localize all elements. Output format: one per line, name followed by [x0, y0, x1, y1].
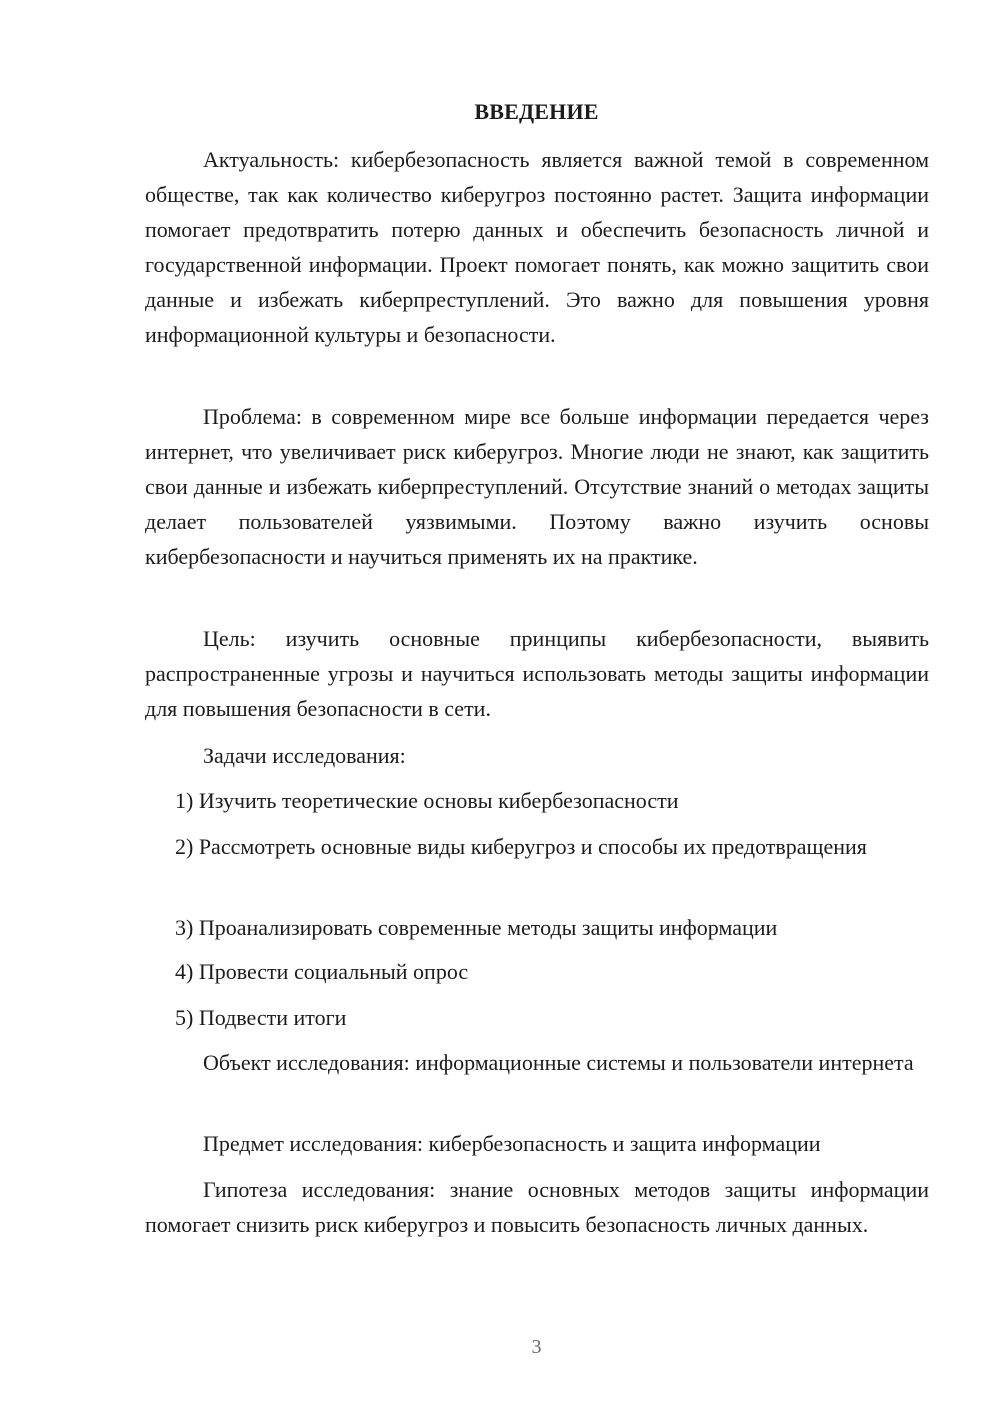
paragraph-subject: Предмет исследования: кибербезопасность и защита информации [203, 1131, 821, 1156]
list-item: 4) Провести социальный опрос [175, 959, 469, 984]
page-number: 3 [531, 1336, 542, 1358]
paragraph-problem: Проблема: в современном мире все больше информации передается через интернет, что увеличивает риск киберугроз. Многие люди не знают, как защитить свои данные и избежать киберпреступлений. Отсутствие знаний о методах защиты делает пользователей уязвимыми. Поэтому важно изучить основы кибербезопасности и научиться применять их на практике. [145, 404, 929, 569]
list-item: 2) Рассмотреть основные виды киберугроз и способы их предотвращения [175, 834, 867, 859]
paragraph-hypothesis: Гипотеза исследования: знание основных методов защиты информации помогает снизить риск киберугроз и повысить безопасность личных данных. [145, 1177, 929, 1237]
paragraph-goal: Цель: изучить основные принципы кибербезопасности, выявить распространенные угрозы и научиться использовать методы защиты информации для повышения безопасности в сети. [145, 626, 929, 721]
page-title: ВВЕДЕНИЕ [474, 99, 599, 124]
list-item: 1) Изучить теоретические основы кибербезопасности [175, 788, 679, 813]
tasks-heading: Задачи исследования: [203, 743, 406, 768]
paragraph-object: Объект исследования: информационные системы и пользователи интернета [203, 1050, 914, 1075]
list-item: 3) Проанализировать современные методы защиты информации [175, 915, 778, 940]
list-item: 5) Подвести итоги [175, 1005, 347, 1030]
paragraph-relevance: Актуальность: кибербезопасность является важной темой в современном обществе, так как количество киберугроз постоянно растет. Защита информации помогает предотвратить потерю данных и обеспечить безопасность личной и государственной информации. Проект помогает понять, как можно защитить свои данные и избежать киберпреступлений. Это важно для повышения уровня информационной культуры и безопасности. [145, 147, 929, 347]
